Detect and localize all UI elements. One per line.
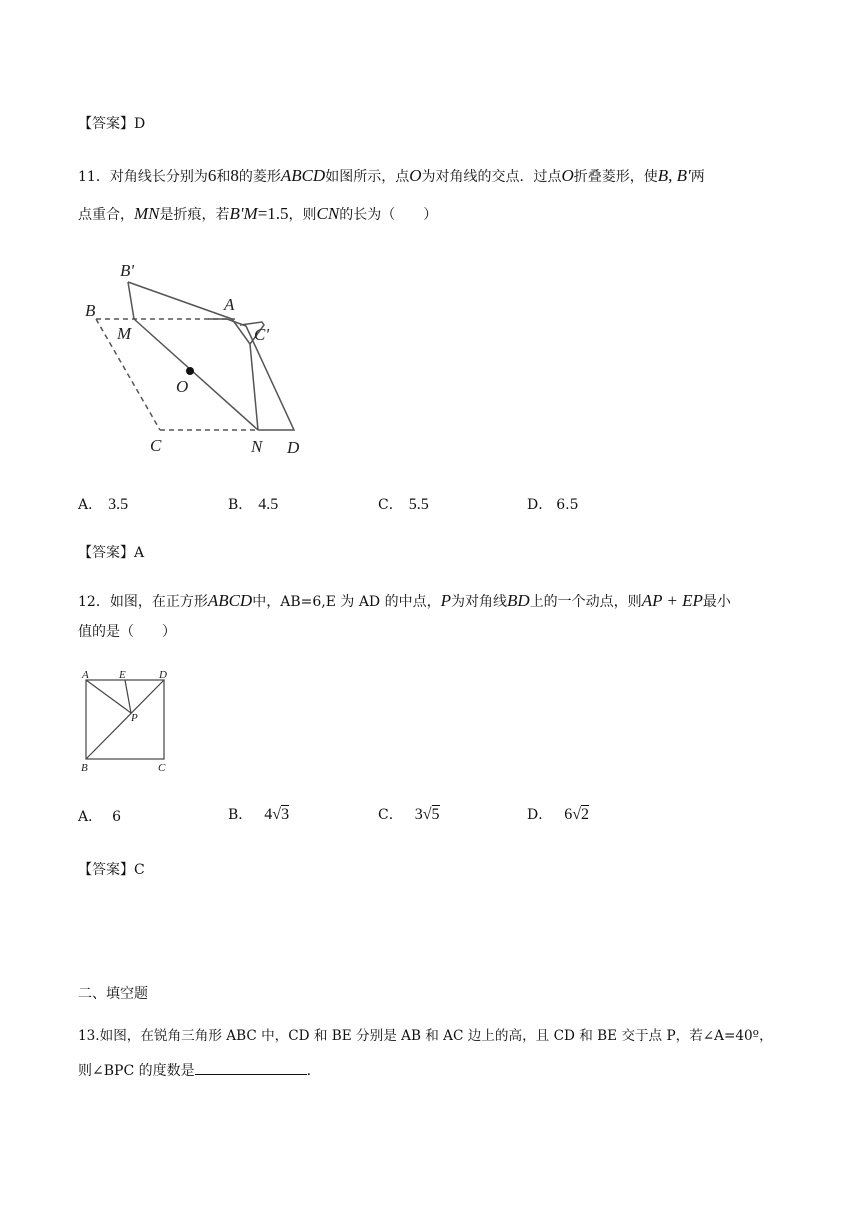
question-text: . (306, 1063, 312, 1079)
label-c-prime: C' (254, 325, 269, 344)
question-13-line1: 13.如图，在锐角三角形 ABC 中，CD 和 BE 分别是 AB 和 AC 边上的高，且 CD 和 BE 交于点 P，若∠A=40º， (78, 1028, 773, 1044)
q12-option-d[interactable] (527, 804, 589, 824)
question-text: 上的一个动点，则 (529, 594, 642, 610)
math-var: B, B' (657, 166, 691, 185)
option-radicand: 3 (281, 806, 290, 823)
answer-q12: 【答案】C (78, 862, 145, 878)
sqrt-symbol: √ (572, 806, 582, 823)
math-expression: AP + EP (641, 591, 703, 610)
label-d: D (287, 438, 300, 457)
segment-ep (125, 680, 131, 713)
math-var: BD (507, 591, 530, 610)
question-number: 11． (78, 169, 110, 185)
label-d: D (159, 669, 167, 681)
label-e: E (119, 669, 126, 681)
option-label: D． (527, 807, 553, 823)
option-label: D． (527, 497, 553, 513)
question-text: 点重合， (78, 207, 134, 223)
option-label: C． (378, 807, 403, 823)
option-label: B． (228, 497, 253, 513)
math-var: O (561, 166, 574, 185)
question-text: 的菱形 (238, 169, 281, 185)
question-text: 为对角线的交点．过点 (421, 169, 562, 185)
option-radicand: 2 (581, 806, 590, 823)
math-var: B'M (229, 204, 258, 223)
math-number: 8 (230, 166, 239, 185)
question-text: 最小 (702, 594, 731, 610)
option-label: B． (228, 807, 253, 823)
q12-option-a[interactable] (78, 806, 121, 826)
label-a: A (224, 295, 235, 314)
label-c: C (158, 762, 166, 774)
math-number: =1.5 (257, 204, 289, 223)
option-value: 6.5 (556, 497, 579, 513)
question-text: 是折痕，若 (159, 207, 230, 223)
question-text: 如图，在正方形 (109, 594, 208, 610)
question-text: 的长为（ ） (339, 207, 438, 223)
option-coefficient: 4 (264, 806, 273, 823)
label-a: A (82, 669, 89, 681)
question-text: 为对角线 (451, 594, 508, 610)
sqrt-symbol: √ (422, 806, 432, 823)
label-c: C (150, 436, 162, 455)
section-title: 二、填空题 (78, 986, 148, 1002)
question-text: 折叠菱形，使 (573, 169, 658, 185)
q12-option-c[interactable] (378, 804, 440, 824)
question-text: ，则 (288, 207, 317, 223)
sqrt-symbol: √ (272, 806, 282, 823)
question-text: 则∠BPC 的度数是 (78, 1063, 195, 1079)
option-value: 3.5 (108, 496, 129, 513)
label-p: P (131, 712, 138, 724)
question-13-line2 (78, 1062, 311, 1080)
option-coefficient: 3 (414, 806, 423, 823)
question-text: 两 (690, 169, 705, 185)
option-label: A． (78, 809, 103, 825)
question-text: 如图所示，点 (325, 169, 410, 185)
math-var: ABCD (207, 591, 253, 610)
label-b: B (81, 762, 88, 774)
option-label: A． (78, 497, 103, 513)
label-b-prime: B' (120, 261, 135, 280)
diagonal-bd (86, 680, 164, 759)
option-coefficient: 6 (564, 806, 573, 823)
math-var: O (409, 166, 422, 185)
answer-prev: 【答案】D (78, 116, 146, 132)
q12-option-b[interactable] (228, 804, 289, 824)
option-value: 4.5 (258, 496, 279, 513)
segment-ap (86, 680, 131, 713)
option-label: C． (378, 497, 403, 513)
math-var: ABCD (280, 166, 326, 185)
option-value: 5.5 (408, 496, 429, 513)
math-number: 6 (207, 166, 217, 185)
label-b: B (85, 301, 96, 320)
label-o: O (176, 377, 189, 396)
math-var: P (440, 591, 452, 610)
question-text: 中，AB=6,E 为 AD 的中点， (252, 594, 441, 610)
label-m: M (117, 324, 132, 343)
math-var: MN (134, 204, 160, 223)
question-text: 对角线长分别为 (109, 169, 208, 185)
question-text: 和 (216, 169, 231, 185)
label-n: N (251, 437, 263, 456)
answer-q11: 【答案】A (78, 545, 145, 561)
question-12-line2: 值的是（ ） (78, 624, 176, 640)
math-var: CN (316, 204, 340, 223)
option-radicand: 5 (431, 806, 440, 823)
answer-blank[interactable] (195, 1062, 307, 1075)
question-number: 12． (78, 594, 110, 610)
option-coefficient: 6 (112, 809, 122, 825)
